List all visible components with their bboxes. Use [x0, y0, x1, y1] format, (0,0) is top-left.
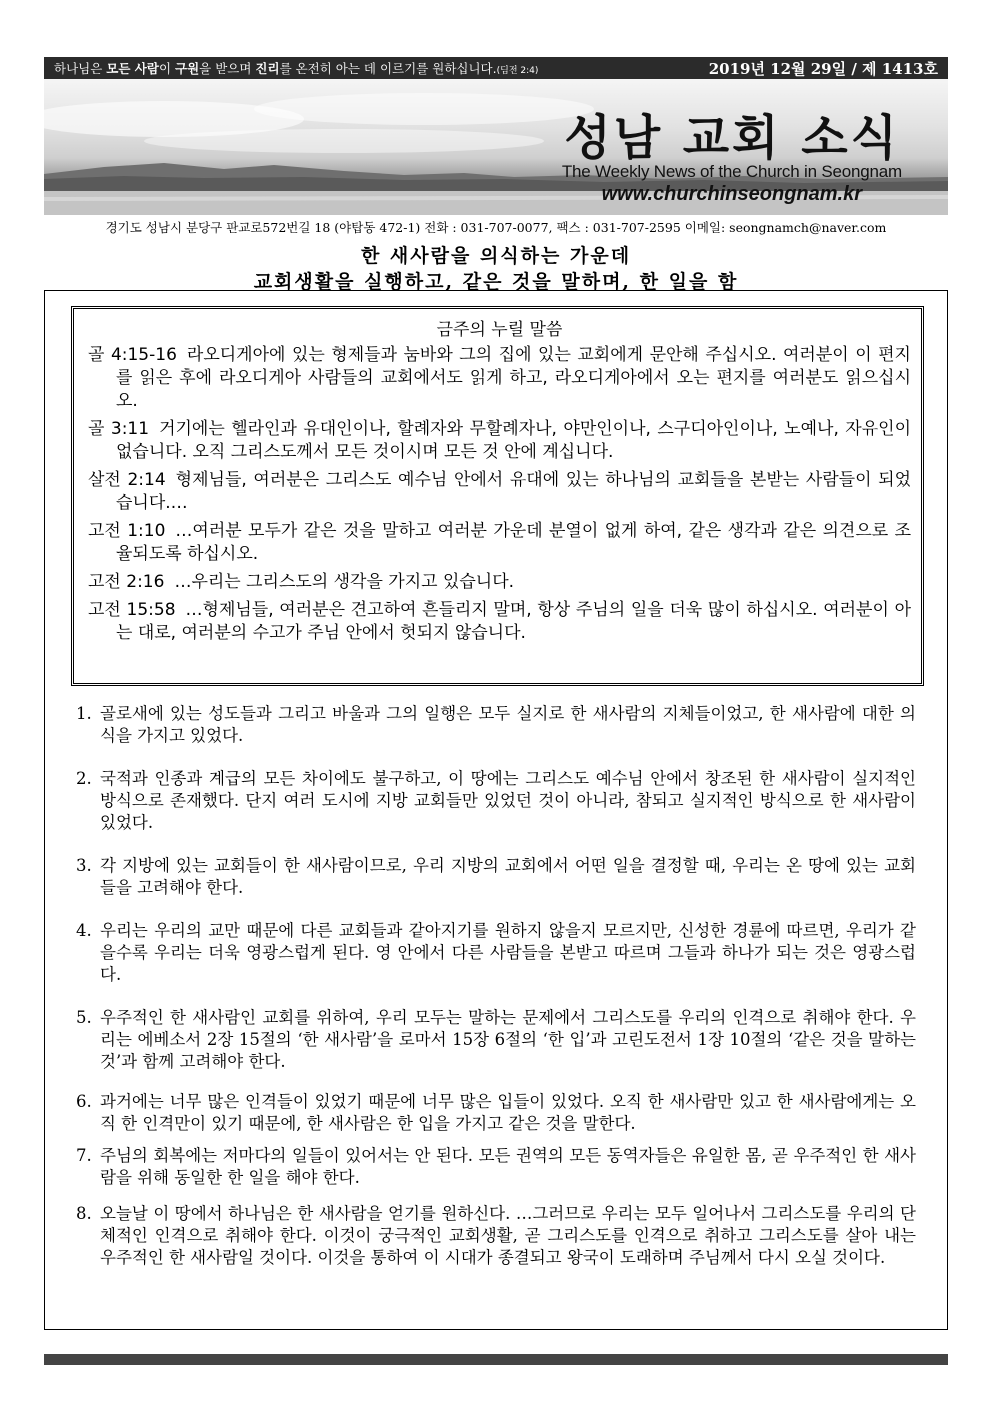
verse-text: …형제님들, 여러분은 견고하여 흔들리지 말며, 항상 주님의 일을 더욱 많이 하십시오. 여러분이 아는 대로, 여러분의 수고가 주님 안에서 헛되지 않습니다.: [116, 600, 911, 643]
point-item: [76, 1007, 916, 1073]
headline-line-1: 한 새사람을 의식하는 가운데: [360, 245, 632, 267]
point-text: 우리는 우리의 교만 때문에 다른 교회들과 같아지기를 원하지 않을지 모르지만, 신성한 경륜에 따르면, 우리가 같을수록 우리는 더욱 영광스럽게 된다. 영 안에서 다른 사람들을 본받고 따르며 그들과 하나가 되는 것은 영광스럽다.: [100, 921, 916, 984]
headline-line-2: 교회생활을 실행하고, 같은 것을 말하며, 한 일을 함: [253, 271, 739, 293]
verse-ref: 고전 15:58: [88, 600, 176, 620]
verse-item: [88, 418, 911, 464]
point-item: [76, 768, 916, 834]
point-item: [76, 1145, 916, 1189]
point-item: [76, 855, 916, 899]
point-number: 5.: [76, 1008, 92, 1027]
verse-text: …우리는 그리스도의 생각을 가지고 있습니다.: [174, 572, 515, 592]
point-item: [76, 920, 916, 986]
verse-item: [88, 469, 911, 515]
point-text: 국적과 인종과 계급의 모든 차이에도 불구하고, 이 땅에는 그리스도 예수님 안에서 창조된 한 새사람이 실지적인 방식으로 존재했다. 단지 여러 도시에 지방 교회들만 있었던 것이 아니라, 참되고 실지적인 방식으로 한 새사람이 있었다.: [100, 769, 916, 832]
point-text: 과거에는 너무 많은 인격들이 있었기 때문에 너무 많은 입들이 있었다. 오직 한 새사람만 있고 한 새사람에게는 오직 한 인격만이 있기 때문에, 한 새사람은 한 입을 가지고 같은 것을 말한다.: [100, 1092, 916, 1133]
header-verse-ref: (딤전 2:4): [496, 66, 539, 76]
verse-text: 거기에는 헬라인과 유대인이나, 할례자와 무할례자나, 야만인이나, 스구디아인이나, 노예나, 자유인이 없습니다. 오직 그리스도께서 모든 것이시며 모든 것 안에 계십니다.: [116, 419, 911, 462]
header-verse: 하나님은 모든 사람이 구원을 받으며 진리를 온전히 아는 데 이르기를 원하십니다.(딤전 2:4): [54, 61, 539, 76]
newsletter-title: 성남 교회 소식: [564, 110, 900, 166]
newsletter-subtitle: The Weekly News of the Church in Seongnam: [561, 162, 902, 181]
verse-ref: 고전 1:10: [88, 521, 166, 541]
point-number: 4.: [76, 921, 92, 940]
point-text: 주님의 회복에는 저마다의 일들이 있어서는 안 된다. 모든 권역의 모든 동역자들은 유일한 몸, 곧 우주적인 한 새사람을 위해 동일한 한 일을 해야 한다.: [100, 1146, 916, 1187]
header-bar: [44, 57, 948, 79]
verse-text: …여러분 모두가 같은 것을 말하고 여러분 가운데 분열이 없게 하여, 같은 생각과 같은 의견으로 조율되도록 하십시오.: [116, 521, 911, 564]
point-number: 8.: [76, 1204, 92, 1223]
verse-item: [88, 344, 911, 413]
verse-text: 형제님들, 여러분은 그리스도 예수님 안에서 유대에 있는 하나님의 교회들을 본받는 사람들이 되었습니다.…: [116, 470, 911, 513]
contact-address: 경기도 성남시 분당구 판교로572번길 18 (야탑동 472-1) 전화 : 031-707-0077, 팩스 : 031-707-2595 이메일: seongnamch@naver.com: [105, 220, 887, 235]
issue-date: 2019년 12월 29일 / 제 1413호: [708, 59, 938, 78]
point-item: [76, 1091, 916, 1135]
message-points: [76, 703, 916, 1269]
footer-rule: [44, 1354, 948, 1365]
point-number: 2.: [76, 769, 92, 788]
weekly-verses-box: [71, 306, 924, 686]
verse-ref: 골 4:15-16: [88, 345, 177, 365]
verse-ref: 살전 2:14: [88, 470, 166, 490]
masthead-banner: [44, 79, 948, 215]
verses-title: 금주의 누릴 말씀: [436, 320, 563, 340]
point-number: 6.: [76, 1092, 92, 1111]
website-link[interactable]: www.churchinseongnam.kr: [601, 183, 862, 205]
verse-item: [88, 571, 911, 594]
verse-text: 라오디게아에 있는 형제들과 눔바와 그의 집에 있는 교회에게 문안해 주십시오. 여러분이 이 편지를 읽은 후에 라오디게아 사람들의 교회에서도 읽게 하고, 라오디게아에서 오는 편지를 여러분도 읽으십시오.: [116, 345, 911, 411]
point-text: 골로새에 있는 성도들과 그리고 바울과 그의 일행은 모두 실지로 한 새사람의 지체들이었고, 한 새사람에 대한 의식을 가지고 있었다.: [100, 704, 916, 745]
point-item: [76, 703, 916, 747]
point-item: [76, 1203, 916, 1269]
point-number: 1.: [76, 704, 92, 723]
point-text: 우주적인 한 새사람인 교회를 위하여, 우리 모두는 말하는 문제에서 그리스도를 우리의 인격으로 취해야 한다. 우리는 에베소서 2장 15절의 ‘한 새사람’을 로마서 15장 6절의 ‘한 입’과 고린도전서 1장 10절의 ‘같은 것을 말하는 것’과 함께 고려해야 한다.: [100, 1008, 916, 1071]
point-number: 3.: [76, 856, 92, 875]
verse-item: [88, 599, 911, 645]
point-text: 오늘날 이 땅에서 하나님은 한 새사람을 얻기를 원하신다. …그러므로 우리는 모두 일어나서 그리스도를 우리의 단체적인 인격으로 취해야 한다. 이것이 궁극적인 교회생활, 곧 그리스도를 인격으로 취하고 그리스도를 살아 내는 우주적인 한 새사람일 것이다. 이것을 통하여 이 시대가 종결되고 왕국이 도래하며 주님께서 다시 오실 것이다.: [100, 1204, 916, 1267]
point-text: 각 지방에 있는 교회들이 한 새사람이므로, 우리 지방의 교회에서 어떤 일을 결정할 때, 우리는 온 땅에 있는 교회들을 고려해야 한다.: [100, 856, 916, 897]
verse-ref: 골 3:11: [88, 419, 150, 439]
verse-ref: 고전 2:16: [88, 572, 165, 592]
point-number: 7.: [76, 1146, 92, 1165]
verse-item: [88, 520, 911, 566]
